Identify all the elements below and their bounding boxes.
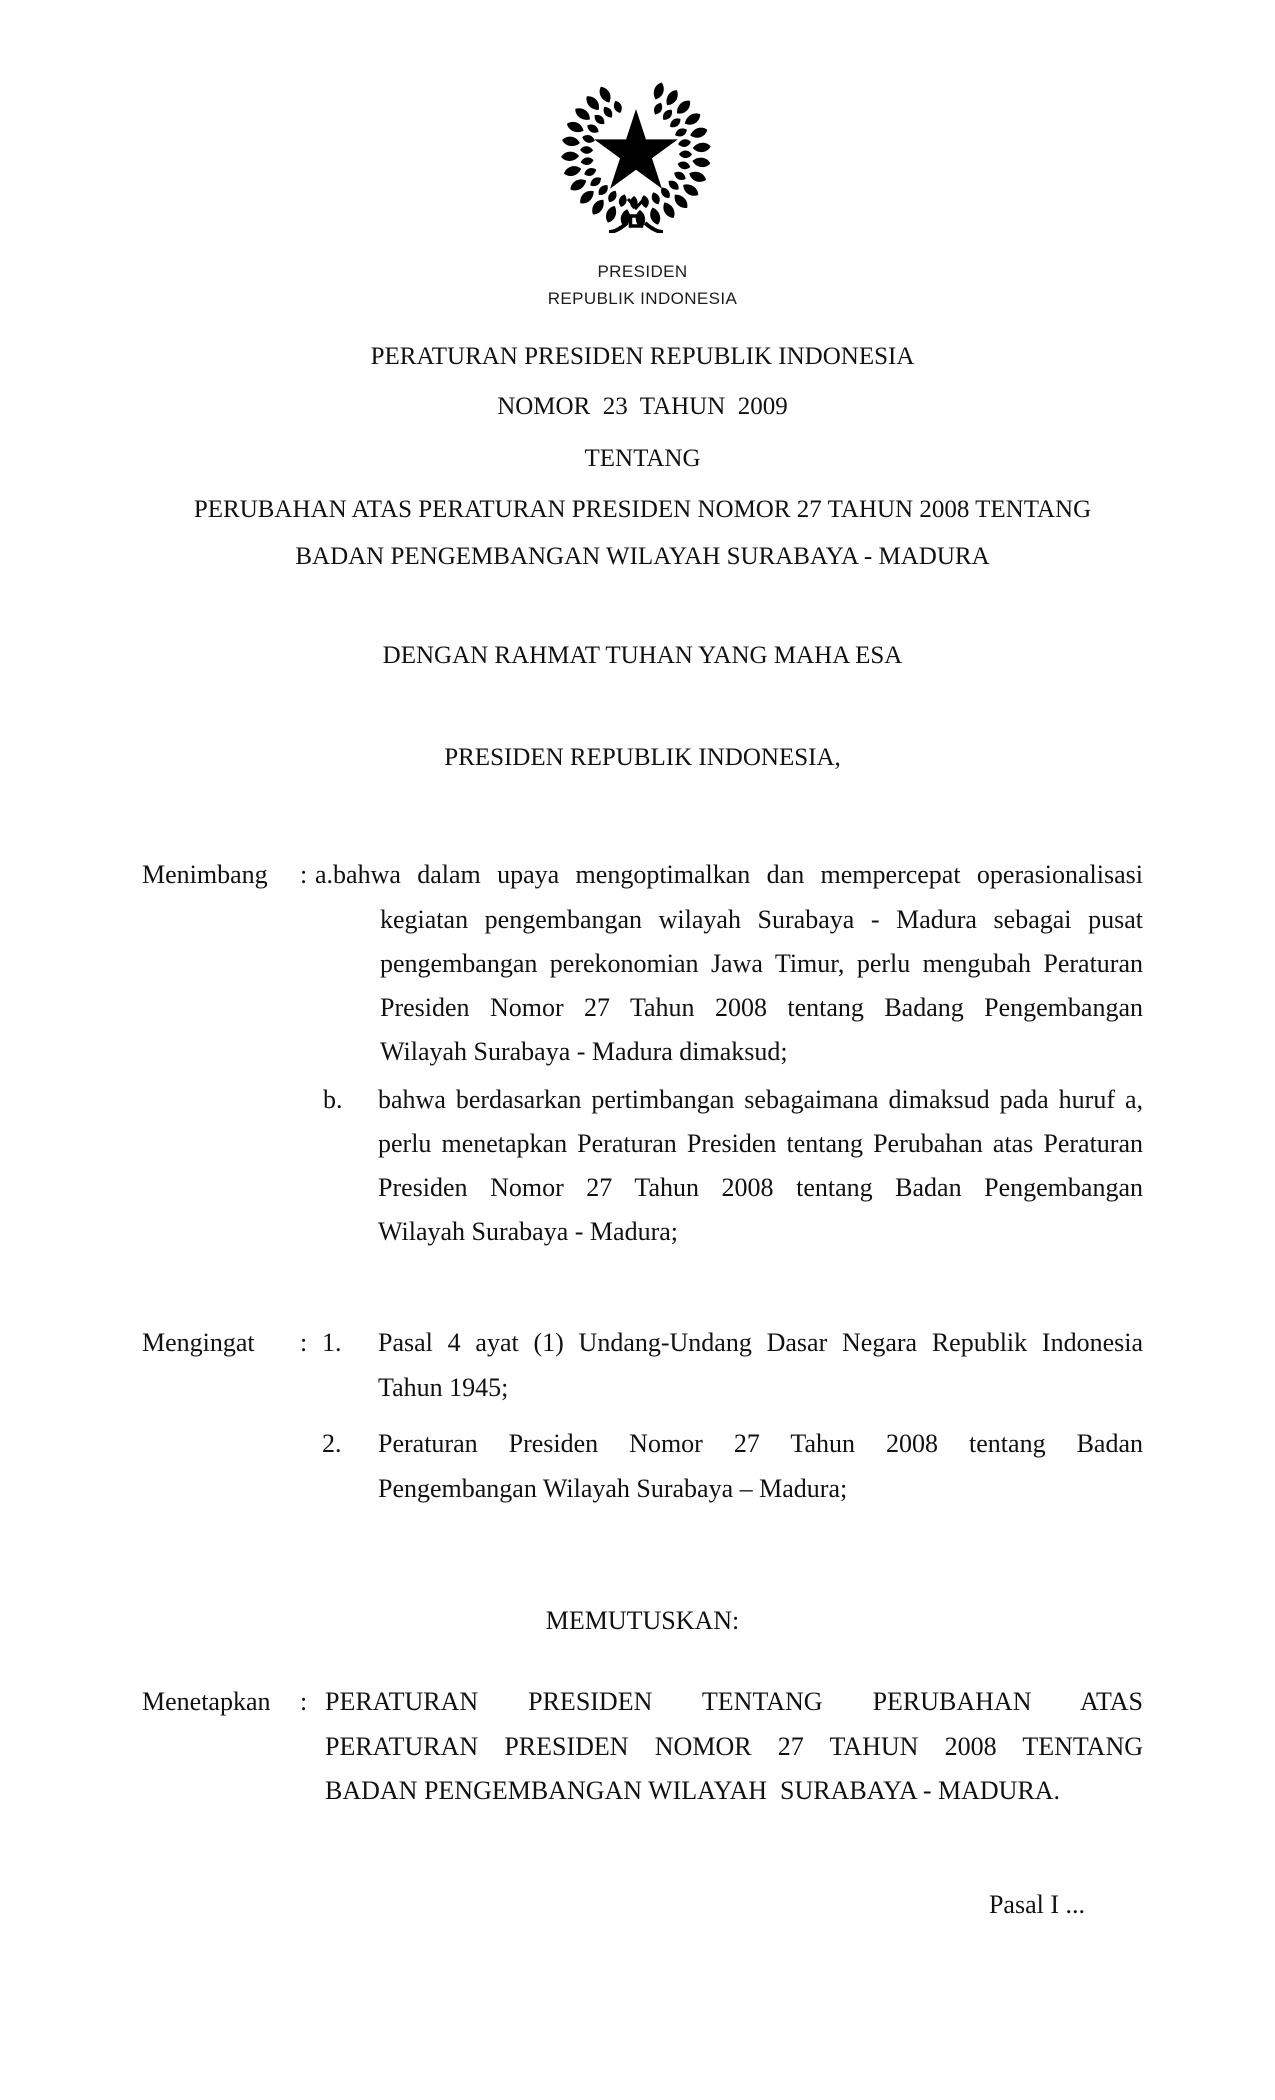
title-line-1: PERATURAN PRESIDEN REPUBLIK INDONESIA	[370, 343, 915, 370]
menetapkan-label: Menetapkan	[142, 1687, 271, 1716]
title-line-3-tentang: TENTANG	[584, 445, 701, 472]
mengingat-item-2-marker: 2.	[322, 1429, 342, 1458]
menimbang-item-a-line-1: kegiatan pengembangan wilayah Surabaya - Madura sebagai pusat	[380, 905, 1143, 934]
menetapkan-colon: :	[300, 1687, 308, 1716]
menimbang-item-a-line-4: Wilayah Surabaya - Madura dimaksud;	[380, 1037, 788, 1066]
menimbang-label: Menimbang	[142, 860, 268, 889]
presidential-emblem-icon	[556, 73, 716, 233]
menetapkan-line-2: BADAN PENGEMBANGAN WILAYAH SURABAYA - MADURA.	[325, 1776, 1061, 1805]
star-icon	[594, 109, 678, 189]
letterhead-republik-indonesia: REPUBLIK INDONESIA	[547, 289, 738, 308]
menimbang-item-b-line-0: bahwa berdasarkan pertimbangan sebagaimana dimaksud pada huruf a,	[378, 1085, 1143, 1114]
catchword-pasal-i: Pasal I ...	[988, 1890, 1085, 1919]
title-line-4: PERUBAHAN ATAS PERATURAN PRESIDEN NOMOR 27 TAHUN 2008 TENTANG	[193, 496, 1092, 523]
letterhead-presiden: PRESIDEN	[597, 262, 688, 281]
menimbang-item-b-line-1: perlu menetapkan Peraturan Presiden tentang Perubahan atas Peraturan	[378, 1129, 1143, 1158]
mengingat-item-1-line-1: Tahun 1945;	[378, 1373, 509, 1402]
menimbang-item-a-line-2: pengembangan perekonomian Jawa Timur, perlu mengubah Peraturan	[380, 949, 1143, 978]
menimbang-item-a-line-0: a.bahwa dalam upaya mengoptimalkan dan mempercepat operasionalisasi	[315, 860, 1143, 889]
menetapkan-line-1: PERATURAN PRESIDEN NOMOR 27 TAHUN 2008 TENTANG	[325, 1732, 1143, 1761]
title-line-2-nomor-tahun: NOMOR 23 TAHUN 2009	[497, 393, 788, 420]
menetapkan-line-0: PERATURAN PRESIDEN TENTANG PERUBAHAN ATAS	[325, 1687, 1143, 1716]
menimbang-item-b-line-3: Wilayah Surabaya - Madura;	[378, 1217, 679, 1246]
menimbang-colon: :	[300, 860, 308, 889]
mengingat-item-1-line-0: Pasal 4 ayat (1) Undang-Undang Dasar Negara Republik Indonesia	[378, 1328, 1143, 1357]
title-line-5: BADAN PENGEMBANGAN WILAYAH SURABAYA - MADURA	[295, 543, 990, 570]
issuer-line: PRESIDEN REPUBLIK INDONESIA,	[444, 744, 841, 771]
invocation-line: DENGAN RAHMAT TUHAN YANG MAHA ESA	[382, 642, 903, 669]
mengingat-item-2-line-1: Pengembangan Wilayah Surabaya – Madura;	[378, 1474, 848, 1503]
mengingat-label: Mengingat	[142, 1328, 255, 1357]
mengingat-colon: :	[300, 1328, 308, 1357]
mengingat-item-1-marker: 1.	[322, 1328, 342, 1357]
menimbang-item-b-line-2: Presiden Nomor 27 Tahun 2008 tentang Badan Pengembangan	[378, 1173, 1143, 1202]
menimbang-item-a-line-3: Presiden Nomor 27 Tahun 2008 tentang Badang Pengembangan	[380, 993, 1143, 1022]
mengingat-item-2-line-0: Peraturan Presiden Nomor 27 Tahun 2008 tentang Badan	[378, 1429, 1143, 1458]
memutuskan-heading: MEMUTUSKAN:	[545, 1606, 740, 1635]
menimbang-item-b-marker: b.	[323, 1085, 343, 1114]
